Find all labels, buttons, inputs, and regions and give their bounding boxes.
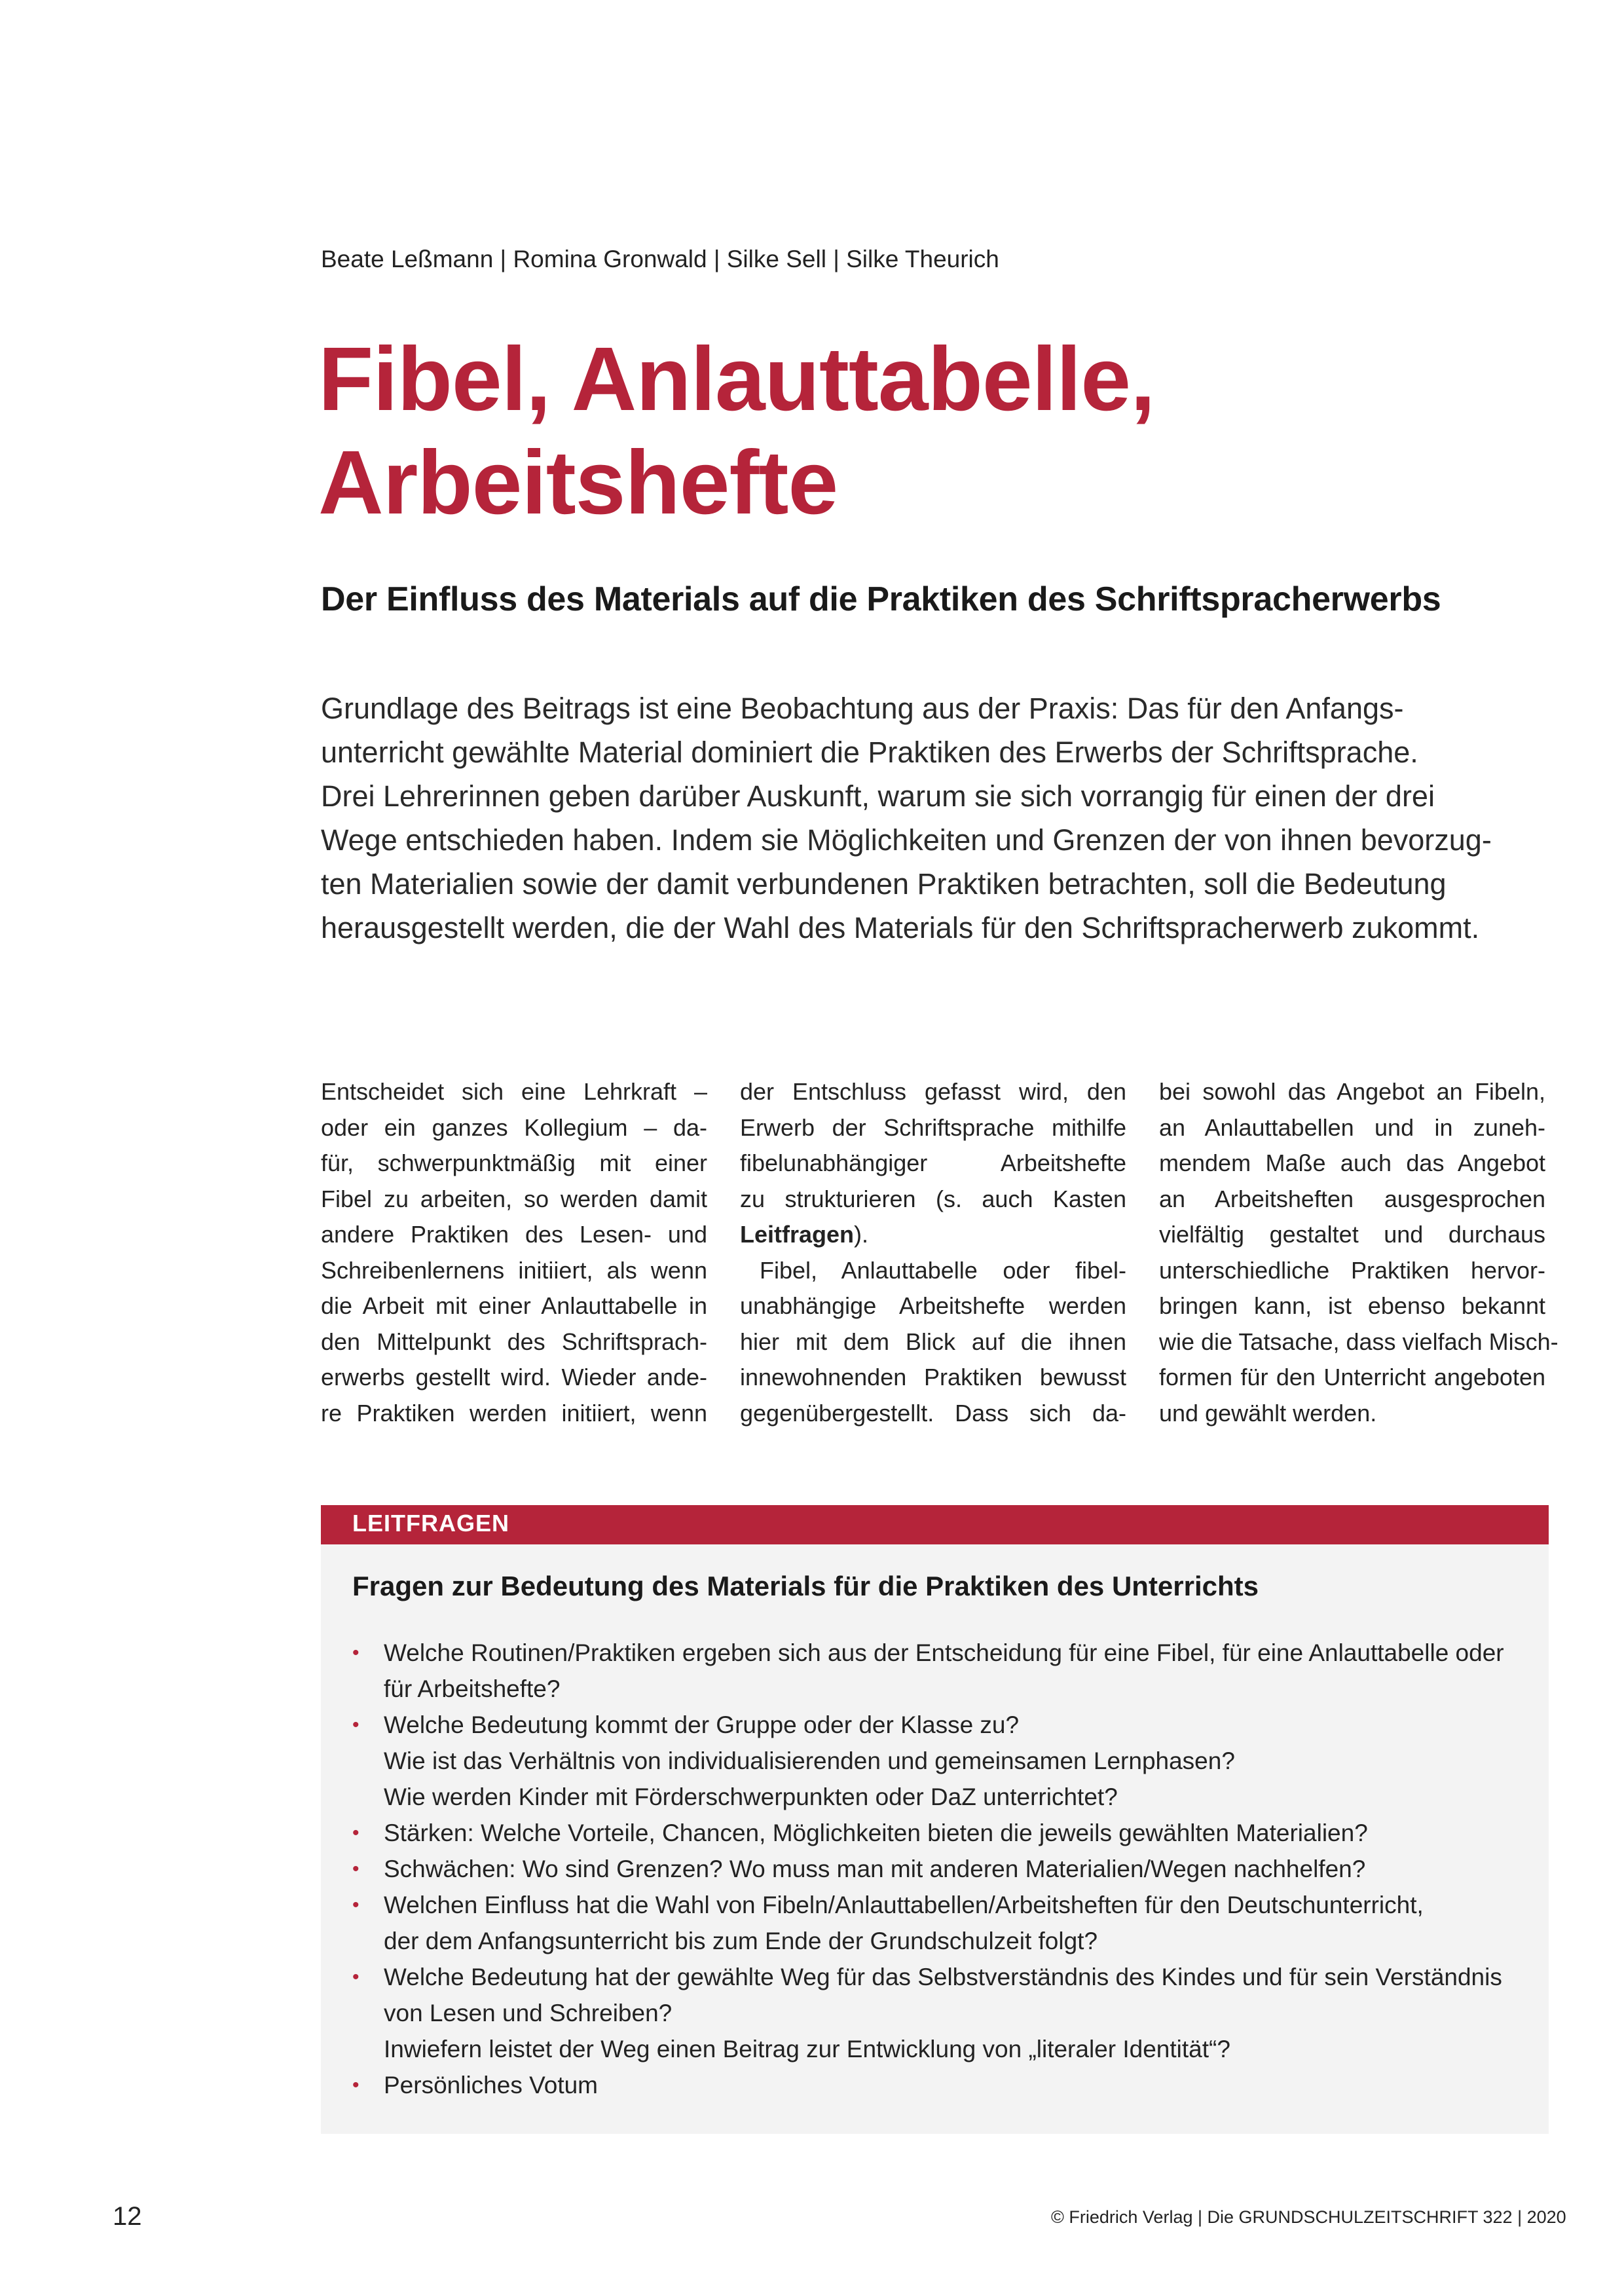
body-line: der Entschluss gefasst wird, den	[740, 1078, 1126, 1105]
body-line: Schreibenlernens initiiert, als wenn	[321, 1256, 707, 1284]
title-line-2: Arbeitshefte	[318, 432, 838, 533]
body-line: bringen kann, ist ebenso bekannt	[1159, 1292, 1545, 1319]
question-line: Welche Routinen/Praktiken ergeben sich aus der Entscheidung für eine Fibel, für eine Anlauttabelle oder	[384, 1639, 1504, 1666]
body-column-3	[1159, 1074, 1559, 1431]
article-authors: Beate Leßmann | Romina Gronwald | Silke Sell | Silke Theurich	[321, 246, 999, 272]
bullet-icon: •	[352, 1894, 360, 1916]
bullet-icon: •	[352, 2074, 360, 2096]
body-line: formen für den Unterricht angeboten	[1159, 1364, 1545, 1390]
body-column-1	[321, 1074, 707, 1431]
lead-line: Grundlage des Beitrags ist eine Beobachtung aus der Praxis: Das für den Anfangs-	[321, 692, 1404, 725]
bullet-icon: •	[352, 1966, 360, 1988]
body-line: unterschiedliche Praktiken hervor-	[1159, 1256, 1545, 1284]
body-line: gegenübergestellt. Dass sich da-	[740, 1399, 1126, 1427]
body-line: andere Praktiken des Lesen- und	[321, 1221, 707, 1248]
body-line: für, schwerpunktmäßig mit einer	[321, 1149, 707, 1176]
body-line: re Praktiken werden initiiert, wenn	[321, 1399, 707, 1427]
question-item	[352, 1815, 1538, 1851]
body-line: Entscheidet sich eine Lehrkraft –	[321, 1078, 707, 1105]
body-line: mendem Maße auch das Angebot	[1159, 1149, 1545, 1176]
body-line: den Mittelpunkt des Schriftsprach-	[321, 1328, 707, 1355]
box-reference: Leitfragen	[740, 1221, 855, 1248]
body-line	[740, 1217, 1126, 1253]
lead-line: unterricht gewählte Material dominiert die Praktiken des Erwerbs der Schriftsprache.	[321, 736, 1418, 769]
lead-line: Wege entschieden haben. Indem sie Möglichkeiten und Grenzen der von ihnen bevorzug-	[321, 823, 1492, 857]
question-line: der dem Anfangsunterricht bis zum Ende der Grundschulzeit folgt?	[384, 1928, 1098, 1954]
leitfragen-box-label: LEITFRAGEN	[352, 1510, 509, 1537]
question-line: für Arbeitshefte?	[384, 1675, 561, 1702]
box-reference-close: ).	[854, 1221, 869, 1248]
body-line: und gewählt werden.	[1159, 1399, 1377, 1427]
page-number: 12	[113, 2202, 142, 2231]
question-line: Wie werden Kinder mit Förderschwerpunkten oder DaZ unterrichtet?	[384, 1783, 1118, 1810]
bullet-icon: •	[352, 1714, 360, 1736]
question-item	[352, 1707, 1538, 1815]
title-line-1: Fibel, Anlauttabelle,	[318, 329, 1155, 430]
question-line: von Lesen und Schreiben?	[384, 2000, 673, 2026]
body-line: unabhängige Arbeitshefte werden	[740, 1292, 1126, 1319]
bullet-icon: •	[352, 1858, 360, 1880]
question-line: Schwächen: Wo sind Grenzen? Wo muss man mit anderen Materialien/Wegen nachhelfen?	[384, 1856, 1366, 1882]
body-line: an Arbeitsheften ausgesprochen	[1159, 1185, 1545, 1212]
question-item	[352, 2067, 1538, 2103]
question-line: Persönliches Votum	[384, 2072, 599, 2099]
question-item	[352, 1887, 1538, 1959]
body-line: hier mit dem Blick auf die ihnen	[740, 1328, 1126, 1355]
lead-paragraph	[321, 686, 1559, 950]
body-line: Fibel zu arbeiten, so werden damit	[321, 1185, 707, 1212]
lead-line: Drei Lehrerinnen geben darüber Auskunft, warum sie sich vorrangig für einen der drei	[321, 779, 1435, 813]
body-line: wie die Tatsache, dass vielfach Misch-	[1159, 1328, 1559, 1355]
question-item	[352, 1635, 1538, 1707]
body-line: Erwerb der Schriftsprache mithilfe	[740, 1113, 1126, 1141]
body-line: fibelunabhängiger Arbeitshefte	[740, 1149, 1126, 1176]
bullet-icon: •	[352, 1642, 360, 1664]
body-line: zu strukturieren (s. auch Kasten	[740, 1185, 1126, 1212]
question-line: Wie ist das Verhältnis von individualisierenden und gemeinsamen Lernphasen?	[384, 1747, 1235, 1774]
body-line: innewohnenden Praktiken bewusst	[740, 1364, 1126, 1390]
body-line: an Anlauttabellen und in zuneh-	[1159, 1113, 1545, 1141]
body-line: bei sowohl das Angebot an Fibeln,	[1159, 1078, 1545, 1105]
question-line: Stärken: Welche Vorteile, Chancen, Möglichkeiten bieten die jeweils gewählten Materialien?	[384, 1819, 1368, 1846]
body-line: oder ein ganzes Kollegium – da-	[321, 1113, 707, 1141]
question-line: Welche Bedeutung kommt der Gruppe oder der Klasse zu?	[384, 1711, 1020, 1738]
question-item	[352, 1851, 1538, 1887]
bullet-icon: •	[352, 1822, 360, 1844]
leitfragen-box-heading: Fragen zur Bedeutung des Materials für die Praktiken des Unterrichts	[352, 1571, 1259, 1601]
body-line: die Arbeit mit einer Anlauttabelle in	[321, 1292, 707, 1319]
lead-line: ten Materialien sowie der damit verbundenen Praktiken betrachten, soll die Bedeutung	[321, 867, 1447, 901]
article-subtitle: Der Einfluss des Materials auf die Praktiken des Schriftspracherwerbs	[321, 580, 1441, 618]
body-column-2	[740, 1074, 1126, 1431]
body-line: vielfältig gestaltet und durchaus	[1159, 1221, 1545, 1248]
question-line: Welche Bedeutung hat der gewählte Weg für das Selbstverständnis des Kindes und für sein Verständnis	[384, 1964, 1502, 1990]
question-line: Welchen Einfluss hat die Wahl von Fibeln/Anlauttabellen/Arbeitsheften für den Deutschunterricht,	[384, 1892, 1424, 1918]
article-title	[318, 327, 1562, 534]
question-item	[352, 1959, 1538, 2067]
lead-line: herausgestellt werden, die der Wahl des Materials für den Schriftspracherwerb zukommt.	[321, 911, 1480, 944]
body-line: Fibel, Anlauttabelle oder fibel-	[760, 1256, 1126, 1284]
publication-credit: © Friedrich Verlag | Die GRUNDSCHULZEITSCHRIFT 322 | 2020	[1051, 2207, 1566, 2227]
question-line: Inwiefern leistet der Weg einen Beitrag zur Entwicklung von „literaler Identität“?	[384, 2036, 1230, 2062]
body-line: erwerbs gestellt wird. Wieder ande-	[321, 1364, 707, 1390]
question-list	[352, 1635, 1538, 2103]
